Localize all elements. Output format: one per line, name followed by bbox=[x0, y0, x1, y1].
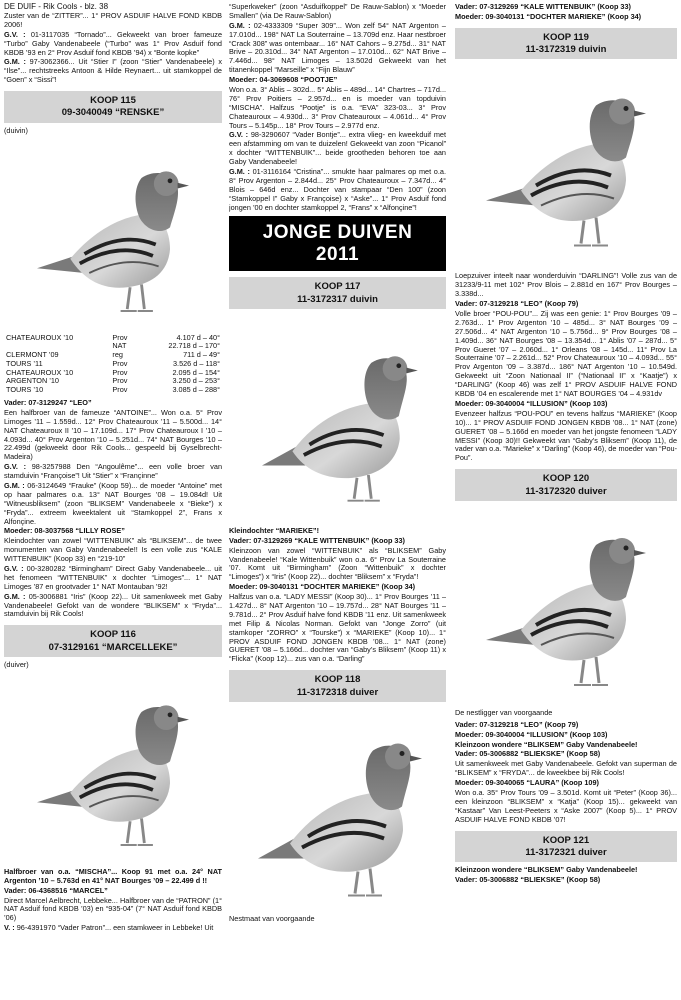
pedigree-label: Moeder: 09-3040131 “DOCHTER MARIEKE” (Koop 34) bbox=[229, 582, 416, 592]
pedigree-label: G.M. : bbox=[4, 57, 26, 67]
pedigree-text: 97-3062366... Uit “Stier I” (zoon “Stier” Vandenabeele) x “Ilse”... rechtstreeks Antoon & Hilde Reynaert... uit stamkoppel de “Goen” x “Sissi”! bbox=[4, 57, 222, 85]
pedigree-text: Direct Marcel Aelbrecht, Lebbeke... Halfbroer van de “PATRON” (1° NAT Asduif fond KBDB ’03) en “935-04” (7° NAT Asduif fond KBDB ’06) bbox=[4, 895, 222, 923]
pedigree-label: Moeder: 09-3040004 “ILLUSION” (Koop 103) bbox=[455, 398, 608, 408]
pedigree-paragraph bbox=[455, 866, 677, 875]
pedigree-paragraph bbox=[4, 537, 222, 564]
pedigree-paragraph bbox=[4, 897, 222, 924]
pedigree-label: Halfbroer van o.a. “MISCHA”... Koop 91 met o.a. 24° NAT Argenton ’10 – 5.763d en 41° NAT Bourges ’09 – 22.499 d !! bbox=[4, 866, 222, 885]
race-placing: 4.107 d – 40° bbox=[176, 332, 220, 342]
pigeon-photo bbox=[18, 674, 208, 864]
pedigree-text: 98-3257988 Den “Angoulême”... een volle broer van stamduivin “Françoise”! Uit “Stier” x “Françinne” bbox=[4, 462, 222, 481]
pedigree-label: Moeder: 09-3040065 “LAURA” (Koop 109) bbox=[455, 778, 599, 788]
pedigree-paragraph bbox=[4, 12, 222, 30]
pedigree-text: 05-3006881 “Iris” (Koop 22)... Uit samenkweek met Gaby Vandenabeele! Gefokt van de wondere “BLIKSEM” x “Fryda”... stamduivin bij Rik Cools! bbox=[4, 591, 222, 619]
pedigree-label: G.M. : bbox=[229, 20, 251, 30]
koop-120-heading bbox=[455, 469, 677, 501]
pedigree-label: Vader: 07-3129269 “KALE WITTENBUIK” (Koop 33) bbox=[455, 3, 631, 11]
koop-title: KOOP 115 bbox=[90, 95, 136, 107]
koop-ring: 07-3129161 “MARCELLEKE” bbox=[48, 641, 178, 653]
pedigree-text: Volle broer “POU-POU”... Zij was een genie: 1° Prov Bourges ’09 – 2.763d... 1° Prov Argenton ’10 – 485d... 3° NAT Bourges ’09 – 27.506d... 4° NAT Argenton ’10 – 5.756d... 9° Prov Bourges ’08 – 1.409d... 36° NAT Bourges ’08 – 13.354d... 1° Ablis ’07 – 287d... 5° Prov Gueret ’07 – 2.060d... 1° Orleans ’08 – 145d... 11° Prov La Souterraine ’07 – 2.261d... 52° Prov Chateauroux ’10 – 4.093d... 55° Prov Argenton ’09 – 3.387d... 186° NAT Argenton ’10 – 10.549d. Gekweekt uit “Zoon Nationaal II” (“Nationaal II” x “Kaatje”) x “DARLING” (Koop 46) was zelf 1° PROV ASDUIF HALVE FOND KBDB ’04 en escalerende met 1° NAT BOURGES ’04 – 4.931dv bbox=[455, 309, 677, 399]
pedigree-label: Vader: 07-3129269 “KALE WITTENBUIK” (Koop 33) bbox=[229, 535, 405, 545]
pedigree-label: G.M. : bbox=[4, 480, 25, 490]
koop-115-heading bbox=[4, 91, 222, 123]
pedigree-label: Vader: 07-3129218 “LEO” (Koop 79) bbox=[455, 299, 579, 309]
pedigree-label: G.V. : bbox=[4, 462, 27, 472]
pedigree-paragraph bbox=[455, 13, 677, 22]
pedigree-paragraph bbox=[4, 482, 222, 526]
pedigree-label: Vader: 06-4368516 “MARCEL” bbox=[4, 885, 108, 895]
pedigree-text: 06-3124649 “Frauke” (Koop 59)... de moeder “Antoine” met op haar palmares o.a. 13° NAT Bourges ’08 – 19.084d! Uit “Witneusbliksem” (zoon “BLIKSEM” Vandenabeele x “Bieke”) x “Fryda”... extreem kweektalent uit “Stamkoppel 2”, Frans x Alfonçine. bbox=[4, 480, 222, 526]
race-name: CHATEAUROUX ’10 bbox=[6, 332, 74, 342]
pigeon-photo bbox=[466, 63, 666, 268]
pedigree-paragraph bbox=[229, 537, 446, 546]
pedigree-paragraph bbox=[4, 31, 222, 58]
koop-title: KOOP 118 bbox=[314, 674, 361, 686]
pedigree-text: 01-3116164 “Cristina”... smukte haar palmares op met o.a. 8° Prov Argenton – 2.844d... 25° Prov Chateauroux – 7.347d... 4° Blois – 646d enz... Dochter van stampaar “Den 100” (zoon “Stamkoppel I” Gaby x Françoise) x “Aske”... 1° Prov Asduif fond jongen ’00 en dochter stamkoppel 2, “Frans” x “Alfonçine”! bbox=[229, 167, 446, 212]
result-row bbox=[4, 386, 222, 395]
pedigree-label: V. : bbox=[4, 923, 15, 933]
race-name: TOURS ’10 bbox=[6, 385, 44, 395]
pedigree-label: Moeder: 04-3069608 “POOTJE” bbox=[229, 75, 338, 85]
pigeon-photo bbox=[238, 706, 438, 911]
pedigree-text: 01-3117035 “Tornado”... Gekweekt van broer fameuze “Turbo” Gaby Vandenabeele (“Turbo” was 1° Prov Asduif fond KBDB ’93 en 2° Prov Asduif fond KBDB ’94) x “Bonte kopke” bbox=[4, 29, 222, 57]
race-placing: 3.526 d – 118° bbox=[172, 358, 220, 368]
pedigree-text: 00-3280282 “Birmingham” Direct Gaby Vandenabeele... uit het fenomeen “WITTENBUIK” x dochter “Limoges”... 1° NAT Limoges ’87 en grootvader 1° NAT Montauban ’92! bbox=[4, 563, 222, 591]
pedigree-label: Vader: 05-3006882 “BLIEKSKE” (Koop 58) bbox=[455, 875, 601, 885]
koop-title: KOOP 120 bbox=[542, 473, 590, 485]
race-placing: 2.095 d – 154° bbox=[172, 367, 220, 377]
koop-121-heading bbox=[455, 831, 677, 863]
pedigree-paragraph bbox=[229, 583, 446, 592]
koop121-pedigree bbox=[455, 866, 677, 885]
section-banner bbox=[229, 216, 446, 271]
banner-year: 2011 bbox=[315, 244, 360, 266]
pedigree-label: Moeder: 09-3040004 “ILLUSION” (Koop 103) bbox=[455, 729, 608, 739]
koop-ring: 11-3172317 duivin bbox=[297, 293, 378, 305]
race-level: Prov bbox=[112, 358, 128, 368]
koop115-pedigree bbox=[4, 399, 222, 619]
pedigree-text: Won o.a. 3° Ablis – 302d... 5° Ablis – 489d... 14° Chartres – 717d... 76° Prov Poitiers – 2.957d... en is moeder van topduivin “MISCHA”. Halfzus “Pootje” is o.a. “EVA” 323-03... 3° Prov Chateauroux – 4.930d... 3° Prov Chateauroux – 4.061d... 4° Prov Tours – 5.145p... 18° Prov Tours – 2.977d enz. bbox=[229, 85, 446, 130]
pedigree-text: Kleinzoon van zowel “WITTENBUIK” als “BLIKSEM” Gaby Vandenabeele! “Kale Wittenbuik” won o.a. 6° Prov La Souterraine ’07. Komt uit “Birmingham” (Zoon “Wittenbuik” x dochter “Limoges”) x “Iris” (Koop 22)... dochter “Bliksem” x “Fryda”! bbox=[229, 545, 446, 582]
pedigree-paragraph bbox=[4, 565, 222, 592]
pedigree-label: G.V. : bbox=[4, 563, 24, 573]
column-3 bbox=[455, 3, 677, 991]
pedigree-label: Kleinzoon wondere “BLIKSEM” Gaby Vandenabeele! bbox=[455, 865, 638, 875]
koop-title: KOOP 121 bbox=[542, 834, 590, 846]
photo-caption: De nestligger van voorgaande bbox=[455, 707, 553, 717]
koop119-parents bbox=[455, 3, 677, 22]
page-header: DE DUIF - Rik Cools - blz. 38 bbox=[4, 2, 109, 11]
pedigree-label: Kleindochter “MARIEKE”! bbox=[229, 525, 319, 535]
koop117-pedigree bbox=[229, 527, 446, 664]
pedigree-paragraph bbox=[4, 409, 222, 462]
pedigree-paragraph bbox=[455, 750, 677, 759]
race-level: Prov bbox=[112, 385, 128, 395]
pedigree-label: Moeder: 09-3040131 “DOCHTER MARIEKE” (Koop 34) bbox=[455, 11, 642, 21]
pedigree-paragraph bbox=[455, 721, 677, 730]
race-name: ARGENTON ’10 bbox=[6, 376, 59, 386]
koop-ring: 11-3172321 duiver bbox=[525, 846, 607, 858]
pedigree-paragraph bbox=[455, 310, 677, 399]
pedigree-paragraph bbox=[229, 76, 446, 85]
pedigree-paragraph bbox=[455, 300, 677, 309]
pedigree-label: Vader: 07-3129218 “LEO” (Koop 79) bbox=[455, 719, 579, 729]
pedigree-text: Kleindochter van zowel “WITTENBUIK” als “BLIKSEM”... de twee monumenten van Gaby Vandenabeele!! Is een volle zus “KALE WITTENBUIK” (Koop 33) en “219-10” bbox=[4, 536, 222, 564]
pedigree-paragraph bbox=[229, 547, 446, 583]
pedigree-paragraph bbox=[455, 272, 677, 299]
pigeon-photo bbox=[18, 140, 208, 330]
pedigree-text: 98-3290607 “Vader Bontje”... extra vlieg- en kweekduif met een afstamming om van te duizelen! Gekweekt van zoon “Picanol” x dochter “WITTENBUIK”... beide grootheden behoren toe aan Gaby Vandenabeele! bbox=[229, 130, 446, 167]
pigeon-photo bbox=[466, 505, 666, 705]
pedigree-paragraph bbox=[229, 527, 446, 536]
koop-118-heading bbox=[229, 670, 446, 702]
pedigree-paragraph bbox=[4, 887, 222, 896]
race-placing: 3.085 d – 288° bbox=[172, 385, 220, 395]
pigeon-photo bbox=[243, 313, 433, 523]
race-placing: 22.718 d – 170° bbox=[168, 341, 220, 351]
results-table bbox=[4, 334, 222, 395]
race-level: NAT bbox=[112, 341, 127, 351]
sex-note: (duiver) bbox=[4, 660, 29, 670]
koop116-pedigree bbox=[4, 868, 222, 933]
pedigree-text: Won o.a. 35° Prov Tours ’09 – 3.501d. Komt uit “Peter” (Koop 36)... een kleinzoon “BLIKSEM” x “Katja” (Koop 15)... gekweekt van “Kastaar” Van Leest-Peeters x “Aske 2007” (Koop 5)... 1° PROV ASDUIF HALVE FOND KBDB ’07! bbox=[455, 787, 677, 824]
pedigree-text: “Superkweker” (zoon “Asduifkoppel” De Rauw-Sablon) x “Moeder Smallen” (via De Rauw-Sablon) bbox=[229, 3, 446, 20]
pedigree-paragraph bbox=[4, 58, 222, 85]
pedigree-label: Vader: 05-3006882 “BLIEKSKE” (Koop 58) bbox=[455, 749, 601, 759]
race-name: CLERMONT ’09 bbox=[6, 350, 59, 360]
koop-ring: 11-3172320 duiver bbox=[525, 485, 607, 497]
pedigree-paragraph bbox=[455, 876, 677, 885]
pedigree-text: Loepzuiver inteelt naar wonderduivin “DARLING”! Volle zus van de 31233/9-11 met 102° Prov Blois – 2.881d en 167° Prov Bourges – 3.338d... bbox=[455, 271, 677, 299]
pedigree-paragraph bbox=[229, 593, 446, 664]
pedigree-text: Een halfbroer van de fameuze “ANTOINE”... Won o.a. 5° Prov Limoges ’11 – 1.559d... 12° Prov Chateauroux ’11 – 5.500d... 14° NAT Chateauroux II ’10 – 17.109d... 17° Prov Chateauroux I ’10 – 4.093d... 40° Prov Argenton ’10 – 5.251d... 74° NAT Bourges ’10 – 22.499d (gekweekt door Rik Cools... gespeeld bij Gyselbrecht-Madeira) bbox=[4, 407, 222, 462]
race-level: Prov bbox=[112, 376, 128, 386]
pedigree-paragraph bbox=[455, 741, 677, 750]
koop-title: KOOP 116 bbox=[90, 629, 136, 641]
pedigree-paragraph bbox=[4, 399, 222, 408]
pedigree-label: G.M. : bbox=[229, 167, 250, 177]
pedigree-text: Uit samenkweek met Gaby Vandenabeele. Gefokt van superman de “BLIKSEM” x “FRYDA”... de kweekbee bij Rik Cools! bbox=[455, 759, 677, 778]
koop-ring: 11-3172318 duiver bbox=[296, 686, 379, 698]
pedigree-paragraph bbox=[229, 22, 446, 75]
pedigree-paragraph bbox=[4, 527, 222, 536]
race-level: Prov bbox=[112, 367, 128, 377]
pedigree-label: Vader: 07-3129247 “LEO” bbox=[4, 397, 92, 407]
pedigree-paragraph bbox=[455, 3, 677, 12]
race-placing: 3.250 d – 253° bbox=[172, 376, 220, 386]
koop-119-heading bbox=[455, 28, 677, 60]
column-1 bbox=[4, 12, 222, 1000]
koop-ring: 09-3040049 “RENSKE” bbox=[61, 107, 165, 119]
pedigree-text: 96-4391970 “Vader Patron”... een stamkweer in Lebbeke! Uit bbox=[14, 923, 214, 933]
pedigree-paragraph bbox=[229, 86, 446, 130]
pedigree-paragraph bbox=[455, 731, 677, 740]
column-2 bbox=[229, 3, 446, 991]
race-level: reg bbox=[112, 350, 123, 360]
koop-ring: 11-3172319 duivin bbox=[525, 44, 607, 56]
banner-title: JONGE DUIVEN bbox=[262, 222, 413, 244]
pedigree-paragraph bbox=[4, 924, 222, 933]
pedigree-label: Kleinzoon wondere “BLIKSEM” Gaby Vandenabeele! bbox=[455, 739, 638, 749]
pedigree-text: Halfzus van o.a. “LADY MESSI” (Koop 30)... 1° Prov Bourges ’11 – 1.427d... 8° NAT Argenton ’10 – 19.757d... 28° NAT Bourges ’11 – 9.781d... 2° Prov Asduif halve fond KBDB ’11 enz. Uit samenkweek met Filip & Nicolas Norman. Gefokt van “Jonge Zorro” (uit stamkoper “ZORRO” x “Tourske”) x “MARIEKE” (Koop 10)... 1° PROV ASDUIF FOND JONGEN KBDB ’08... 1° NAT (zone) GUERET ’08 – 5.166d... dochter van “Gaby’s Bliksem” (Koop 11) x “Flicka” (Koop 12)... zus van o.a. “Darling” bbox=[229, 592, 446, 664]
koop-title: KOOP 119 bbox=[543, 31, 589, 43]
race-placing: 711 d – 49° bbox=[183, 350, 220, 360]
pedigree-paragraph bbox=[229, 3, 446, 21]
race-name: TOURS ’11 bbox=[6, 358, 43, 368]
sex-note: (duivin) bbox=[4, 125, 28, 135]
koop-title: KOOP 117 bbox=[314, 281, 361, 293]
pedigree-text: 02-4333309 “Super 309”... Won zelf 54° NAT Argenton – 17.010d... 198° NAT La Souterraine – 13.709d enz. Haar nestbroer “Crack 308” was ontembaar... 16° NAT Cahors – 9.275d... 31° NAT Brive – 20.310d... 34° NAT Argenton – 17.010d... 62° NAT Brive – 7.446d... 98° NAT Limoges – 13.502d Gekweekt van het titanenkoppel “Marseille” x “Fijn Blauw” bbox=[229, 20, 446, 75]
pedigree-paragraph bbox=[455, 779, 677, 788]
pedigree-paragraph bbox=[455, 789, 677, 825]
koop-117-heading bbox=[229, 277, 446, 309]
pedigree-text: Zuster van de “ZITTER”... 1° PROV ASDUIF HALVE FOND KBDB 2006! bbox=[4, 12, 222, 29]
race-name: CHATEAUROUX ’10 bbox=[6, 367, 74, 377]
pedigree-paragraph bbox=[455, 400, 677, 409]
koop-116-heading bbox=[4, 625, 222, 657]
koop119-pedigree bbox=[455, 272, 677, 463]
pedigree-text: Evenzeer halfzus “POU-POU” en tevens halfzus “MARIEKE” (Koop 10)... 1° PROV ASDUIF FOND JONGEN KBDB ’08... 1° NAT (zone) GUERET ’08 – 5.166d en moeder van het jongste fenomeen “LADY MESSI” (Koop 30)!! Gekweekt van “Gaby’s Bliksem” (Koop 11), de vader van o.a. “Marieke” x “Darling” (Koop 46), de moeder van “Pou-Pou”. bbox=[455, 408, 677, 463]
pedigree-paragraph bbox=[455, 410, 677, 463]
pedigree-paragraph bbox=[4, 593, 222, 620]
race-level: Prov bbox=[112, 332, 128, 342]
pedigree-label: Moeder: 08-3037568 “LILLY ROSE” bbox=[4, 526, 125, 536]
pedigree-paragraph bbox=[229, 131, 446, 167]
pedigree-label: G.M. : bbox=[4, 591, 26, 601]
pedigree-paragraph bbox=[229, 168, 446, 212]
pedigree-label: G.V. : bbox=[4, 29, 26, 39]
photo-caption: Nestmaat van voorgaande bbox=[229, 913, 315, 923]
col2-intro bbox=[229, 3, 446, 212]
pedigree-paragraph bbox=[4, 463, 222, 481]
koop120-pedigree bbox=[455, 721, 677, 825]
koop115-intro bbox=[4, 12, 222, 85]
pedigree-paragraph bbox=[4, 868, 222, 886]
pedigree-label: G.V. : bbox=[229, 130, 249, 140]
pedigree-paragraph bbox=[455, 760, 677, 778]
